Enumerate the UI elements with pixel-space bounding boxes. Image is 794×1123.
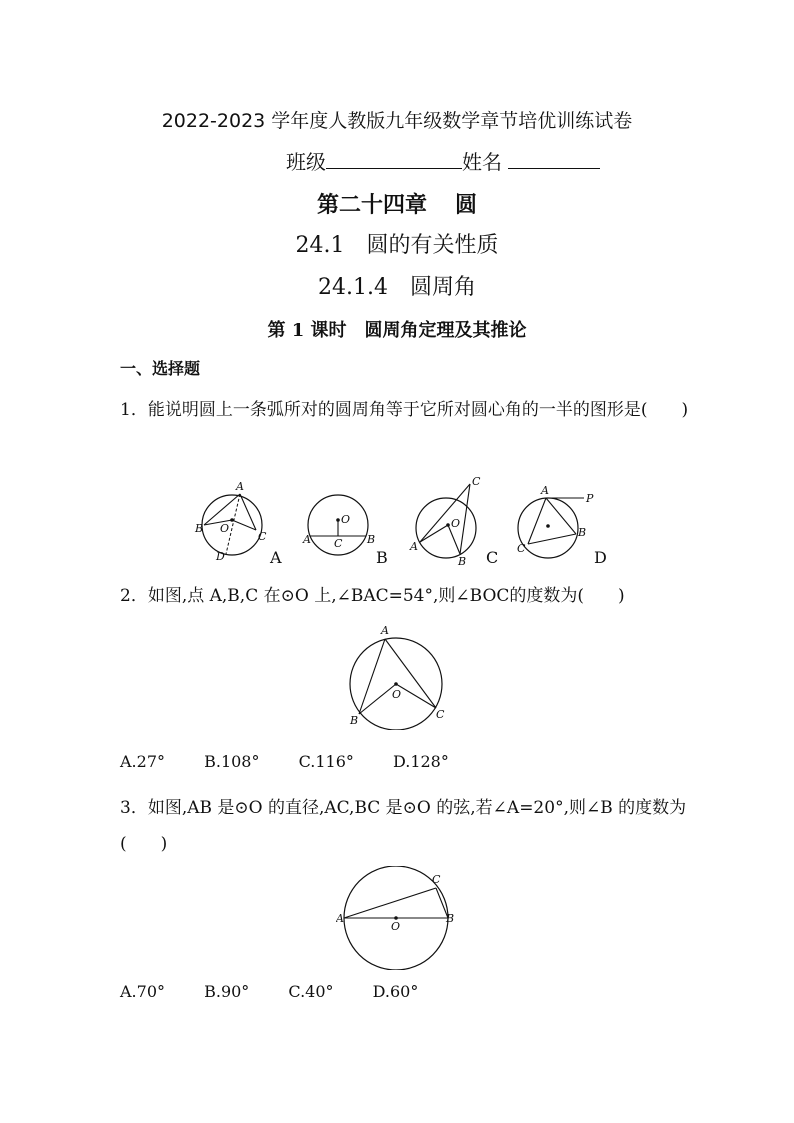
page-title: 2022-2023 学年度人教版九年级数学章节培优训练试卷 [161, 110, 633, 132]
chapter-heading [0, 188, 794, 219]
point-label: O [341, 513, 351, 526]
point-label: C [517, 542, 526, 555]
point-label: B [195, 522, 204, 535]
name-blank[interactable] [508, 150, 600, 169]
figure-a[interactable] [194, 480, 282, 567]
class-label: 班级 [286, 150, 326, 174]
figure-label: A [270, 548, 282, 567]
point-label: C [436, 708, 445, 721]
point-label: O [391, 920, 401, 933]
question-2-figure[interactable] [340, 618, 460, 730]
question-1-figures [190, 470, 620, 570]
lesson-heading: 第 1 课时 圆周角定理及其推论 [267, 320, 527, 341]
section-heading: 24.1 圆的有关性质 [295, 233, 499, 258]
point-label: O [392, 688, 402, 701]
figure-label: C [486, 548, 499, 567]
subsection-heading: 24.1.4 圆周角 [318, 275, 476, 300]
question-3-options [120, 982, 452, 1001]
point-label: P [586, 492, 594, 505]
point-label: C [432, 873, 441, 886]
option-b[interactable]: B.90° [204, 982, 250, 1001]
figure-label: D [594, 548, 607, 567]
question-3-text: 3．如图,AB 是⊙O 的直径,AC,BC 是⊙O 的弦,若∠A=20°,则∠B 的度数为( ) [120, 798, 687, 854]
point-label: A [541, 484, 549, 497]
part-heading: 一、选择题 [120, 359, 201, 378]
figure-label: B [376, 548, 388, 567]
figure-d[interactable] [517, 484, 607, 567]
option-d[interactable]: D.128° [392, 752, 449, 771]
question-1-text: 1．能说明圆上一条弧所对的圆周角等于它所对圆心角的一半的图形是( ) [120, 400, 689, 420]
point-label: D [216, 550, 225, 563]
class-blank[interactable] [326, 150, 462, 169]
point-label: B [578, 526, 587, 539]
chapter-name: 圆 [455, 192, 478, 218]
chapter-number: 第二十四章 [316, 192, 427, 218]
name-label: 姓名 [462, 150, 502, 174]
option-a[interactable]: A.70° [120, 982, 165, 1001]
point-label: O [451, 517, 461, 530]
point-label: A [303, 533, 311, 546]
question-2-text: 2．如图,点 A,B,C 在⊙O 上,∠BAC=54°,则∠BOC的度数为( ) [120, 586, 625, 606]
option-d[interactable]: D.60° [372, 982, 419, 1001]
figure-c[interactable] [409, 475, 498, 568]
point-label: B [367, 533, 376, 546]
point-label: A [236, 480, 244, 493]
question-2-options [120, 752, 483, 771]
figure-b[interactable] [302, 495, 388, 567]
point-label: B [446, 912, 455, 925]
option-c[interactable]: C.116° [298, 752, 354, 771]
class-name-line [286, 146, 600, 175]
point-label: A [410, 540, 418, 553]
point-label: A [336, 912, 344, 925]
option-a[interactable]: A.27° [120, 752, 165, 771]
point-label: A [381, 624, 389, 637]
point-label: C [472, 475, 481, 488]
point-label: B [350, 714, 359, 727]
point-label: O [220, 522, 230, 535]
question-3-figure[interactable] [336, 866, 466, 970]
option-b[interactable]: B.108° [204, 752, 260, 771]
point-label: C [334, 537, 343, 550]
option-c[interactable]: C.40° [288, 982, 334, 1001]
point-label: C [258, 530, 267, 543]
point-label: B [458, 555, 467, 568]
